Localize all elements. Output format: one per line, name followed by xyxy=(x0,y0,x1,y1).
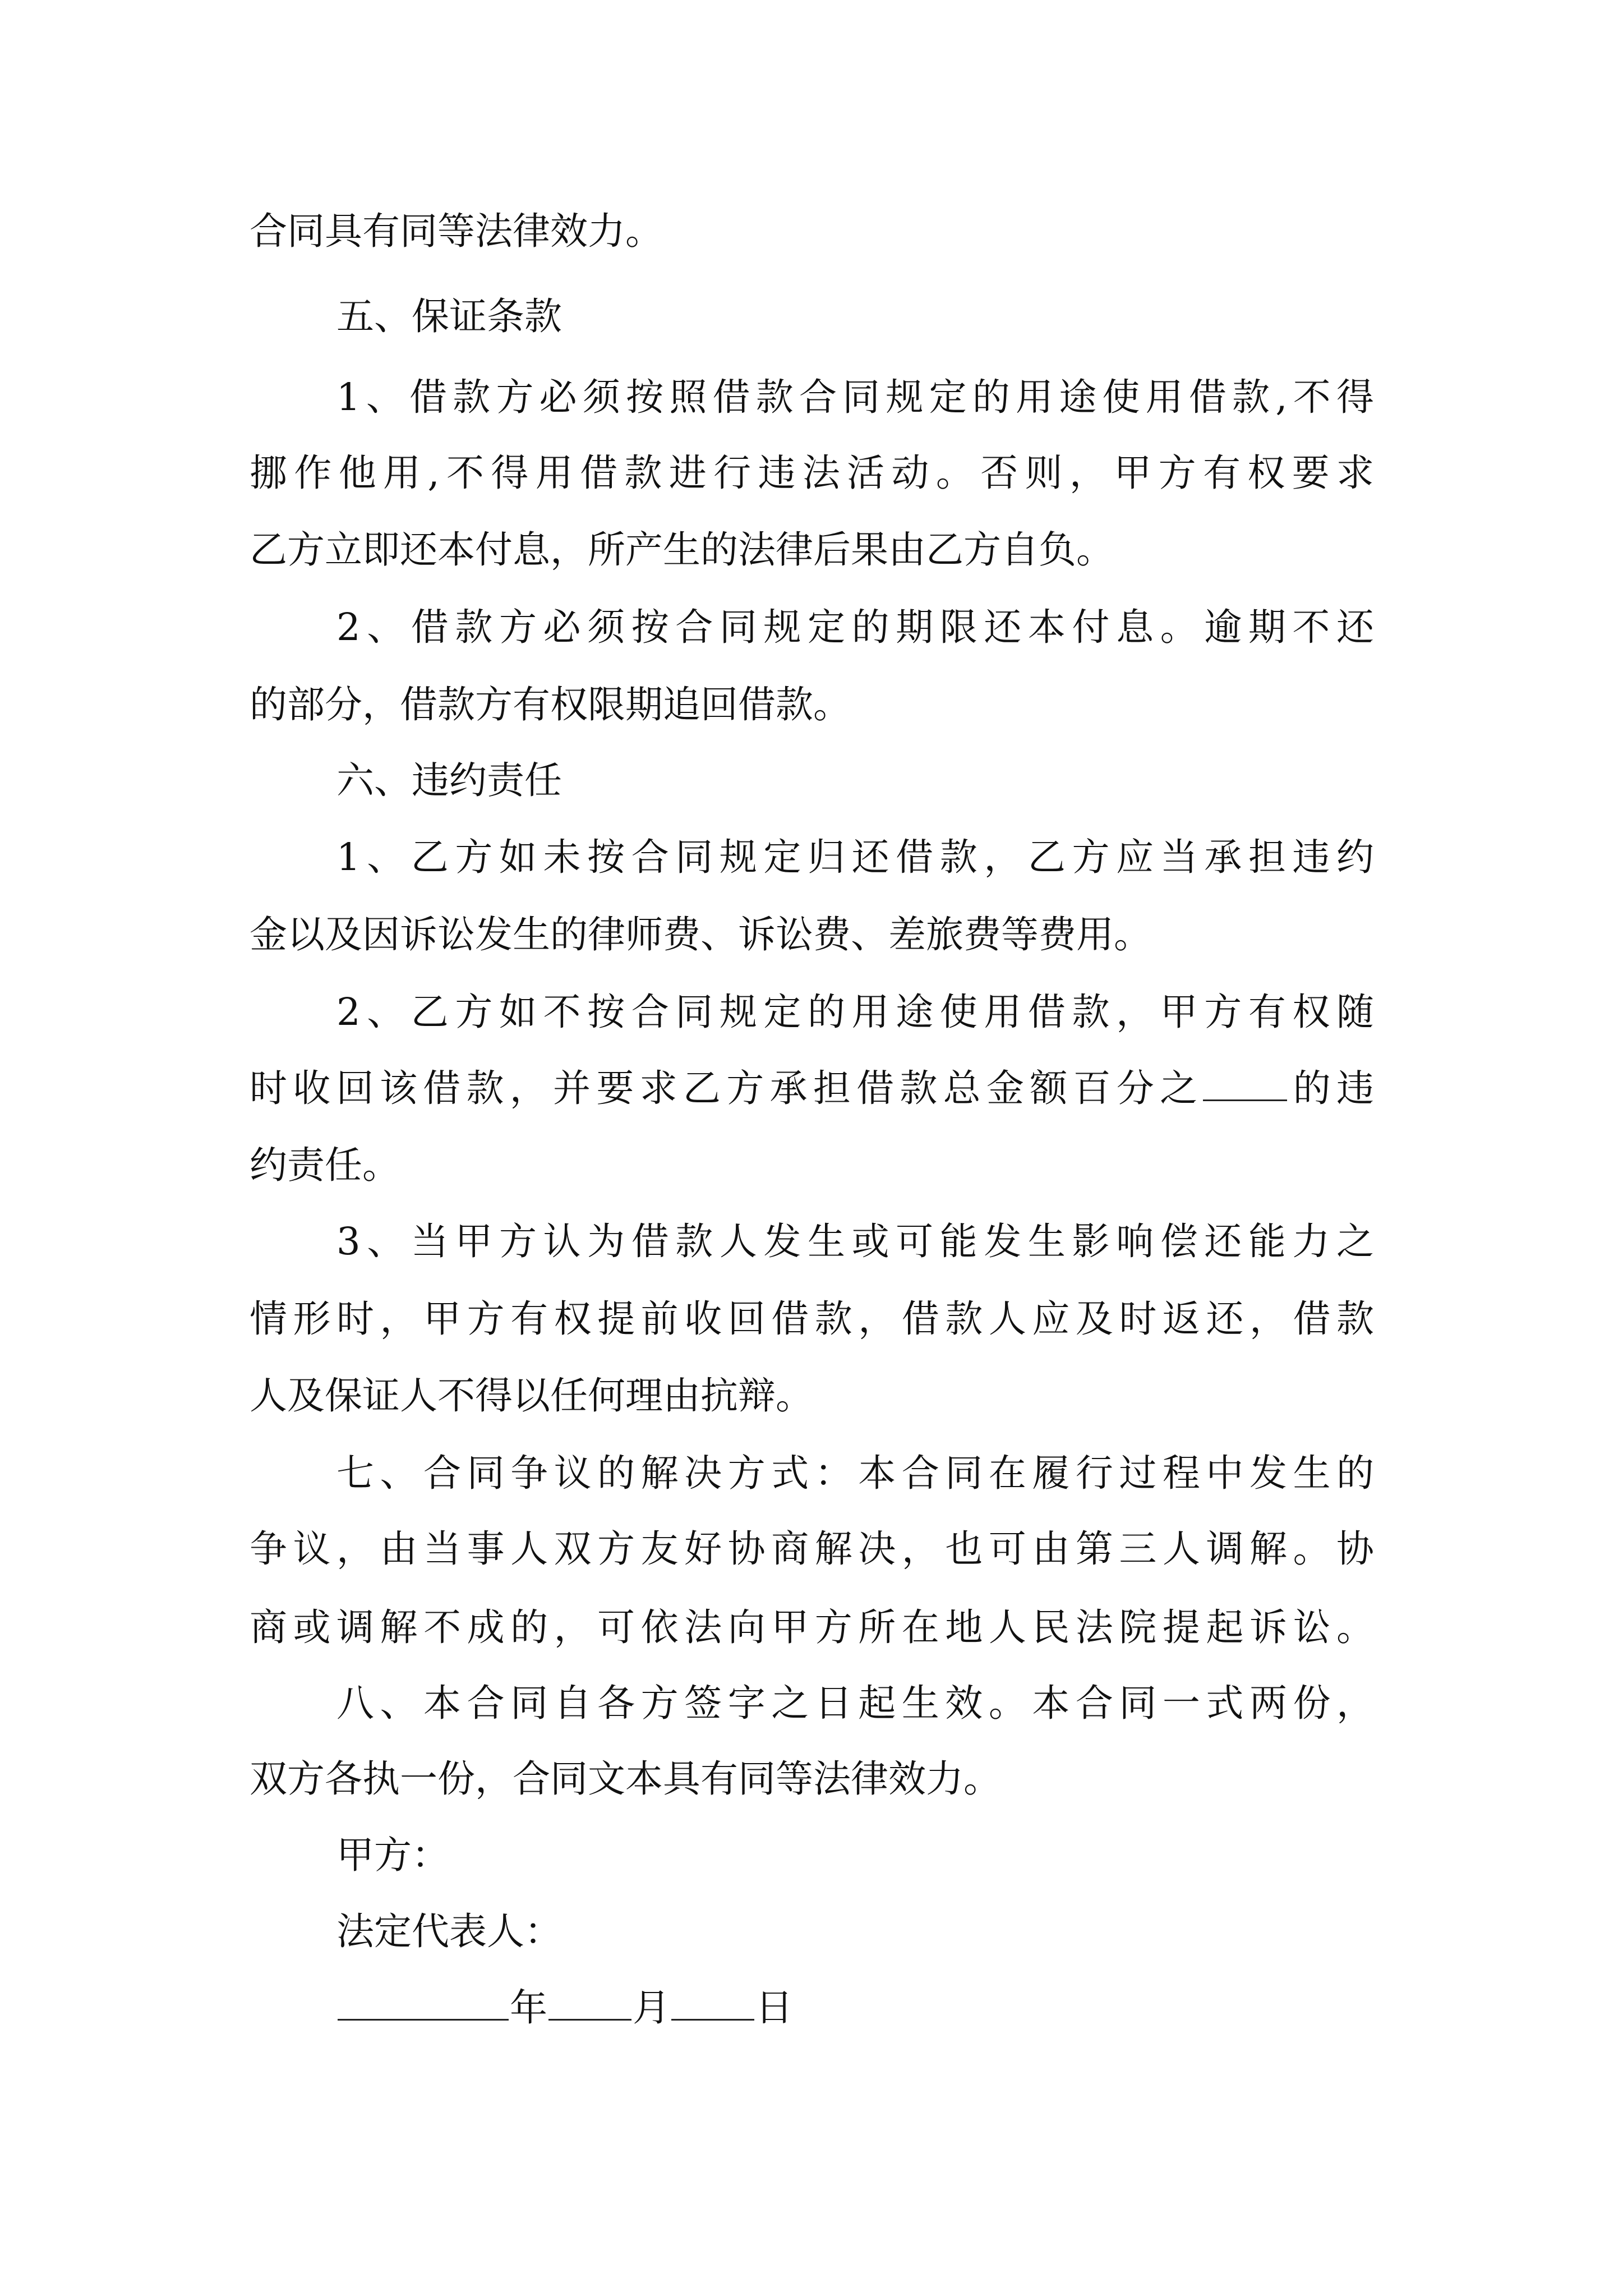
legal-representative-label: 法定代表人： xyxy=(336,1910,562,1953)
text-line: 金以及因诉讼发生的律师费、诉讼费、差旅费等费用。 xyxy=(250,913,1151,956)
day-blank xyxy=(671,1983,754,2021)
text-line: 八、本合同自各方签字之日起生效。本合同一式两份， xyxy=(336,1681,1374,1725)
text-line: 七、合同争议的解决方式：本合同在履行过程中发生的 xyxy=(336,1451,1374,1495)
text-line: 的部分，借款方有权限期追回借款。 xyxy=(250,683,851,726)
text-line: 人及保证人不得以任何理由抗辩。 xyxy=(250,1374,813,1418)
text-fragment: 时收回该借款，并要求乙方承担借款总金额百分之 xyxy=(250,1066,1204,1110)
date-line xyxy=(336,1982,793,2033)
year-blank xyxy=(338,1983,509,2021)
text-line: 情形时，甲方有权提前收回借款，借款人应及时返还，借款 xyxy=(250,1297,1374,1341)
fill-in-blank xyxy=(1203,1064,1287,1101)
text-line: 挪作他用,不得用借款进行违法活动。否则，甲方有权要求 xyxy=(250,451,1374,495)
text-line: 1、乙方如未按合同规定归还借款，乙方应当承担违约 xyxy=(336,835,1374,879)
text-line: 2、乙方如不按合同规定的用途使用借款，甲方有权随 xyxy=(336,990,1374,1034)
text-fragment: 的违 xyxy=(1287,1066,1375,1110)
text-line xyxy=(250,1063,1374,1114)
day-label: 日 xyxy=(755,1986,793,2030)
text-line: 1、借款方必须按照借款合同规定的用途使用借款,不得 xyxy=(336,375,1374,419)
party-a-label: 甲方： xyxy=(336,1833,449,1877)
text-line: 争议，由当事人双方友好协商解决，也可由第三人调解。协 xyxy=(250,1527,1374,1571)
month-blank xyxy=(548,1983,631,2021)
section-heading: 五、保证条款 xyxy=(336,295,562,338)
text-line: 3、当甲方认为借款人发生或可能发生影响偿还能力之 xyxy=(336,1220,1374,1263)
section-heading: 六、违约责任 xyxy=(336,758,562,802)
year-label: 年 xyxy=(510,1986,547,2030)
text-line: 合同具有同等法律效力。 xyxy=(250,209,663,253)
text-line: 约责任。 xyxy=(250,1143,400,1187)
month-label: 月 xyxy=(633,1986,670,2030)
text-line: 双方各执一份，合同文本具有同等法律效力。 xyxy=(250,1757,1001,1801)
text-line: 商或调解不成的，可依法向甲方所在地人民法院提起诉讼。 xyxy=(250,1605,1374,1649)
text-line: 2、借款方必须按合同规定的期限还本付息。逾期不还 xyxy=(336,605,1374,649)
text-line: 乙方立即还本付息，所产生的法律后果由乙方自负。 xyxy=(250,528,1114,572)
